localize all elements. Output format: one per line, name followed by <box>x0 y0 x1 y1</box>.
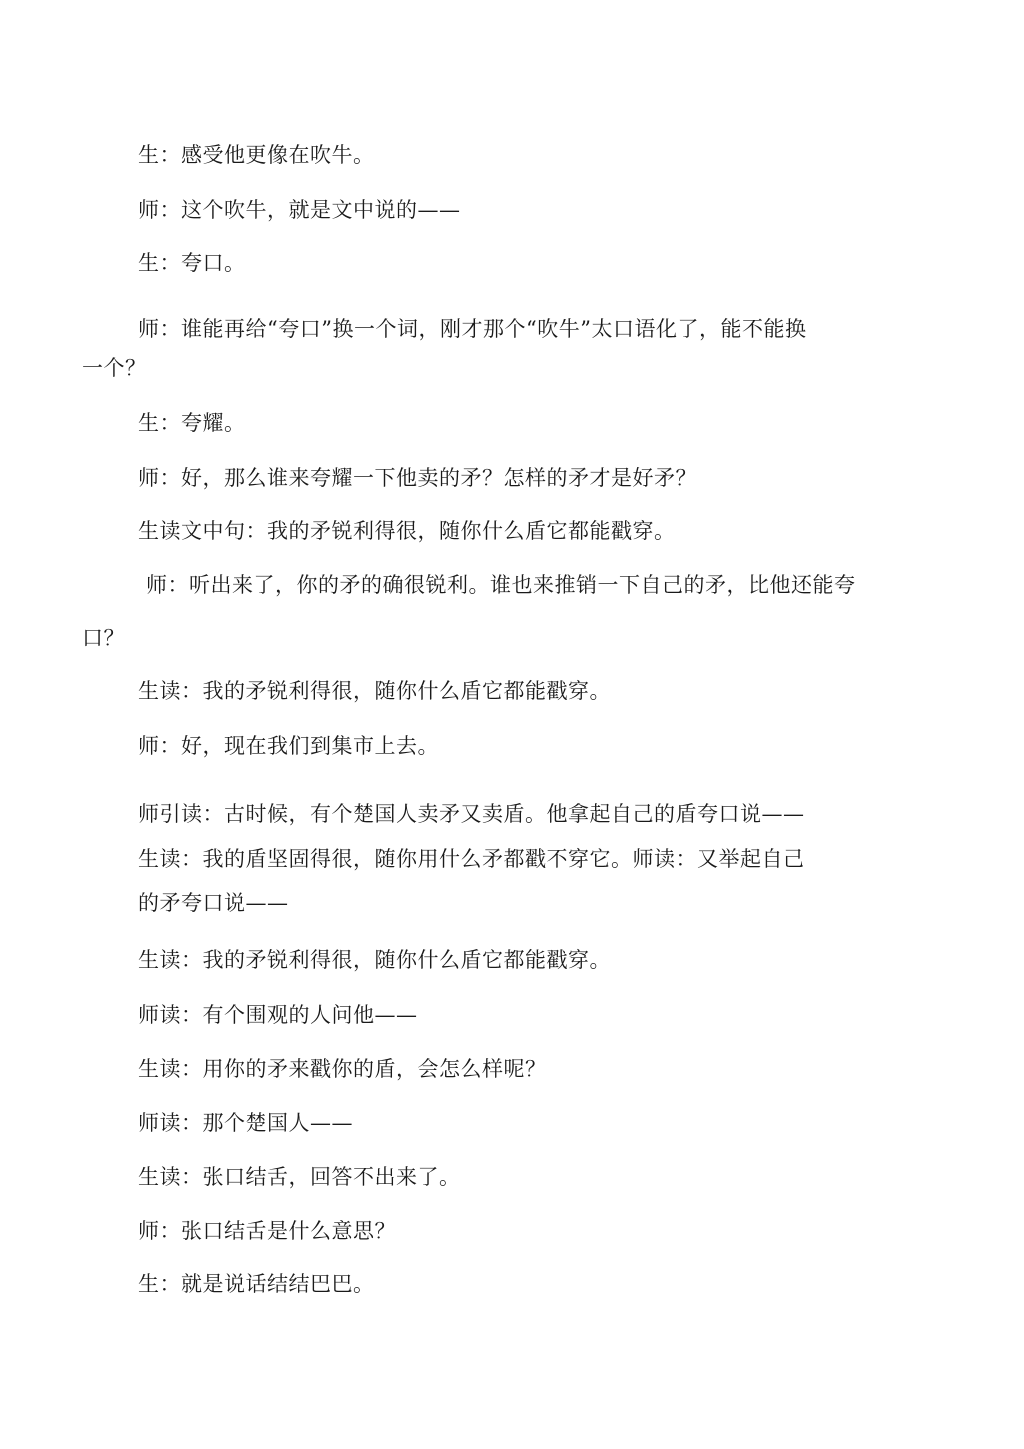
dialogue-line: 师读：那个楚国人—— <box>138 1111 353 1135</box>
dialogue-line: 生读：我的矛锐利得很，随你什么盾它都能戳穿。 <box>138 948 611 972</box>
dialogue-line: 师：听出来了，你的矛的确很锐利。谁也来推销一下自己的矛，比他还能夸 <box>146 573 856 597</box>
dialogue-line: 生读：用你的矛来戳你的盾，会怎么样呢？ <box>138 1057 547 1081</box>
dialogue-line: 师：好，那么谁来夸耀一下他卖的矛？怎样的矛才是好矛？ <box>138 466 697 490</box>
dialogue-line: 师：谁能再给“夸口”换一个词，刚才那个“吹牛”太口语化了，能不能换 <box>138 317 807 341</box>
dialogue-line: 师：好，现在我们到集市上去。 <box>138 734 439 758</box>
dialogue-line: 生读：张口结舌，回答不出来了。 <box>138 1165 461 1189</box>
dialogue-line-continuation: 的矛夸口说—— <box>138 891 289 915</box>
dialogue-line: 生：就是说话结结巴巴。 <box>138 1272 375 1296</box>
dialogue-line-continuation: 一个？ <box>82 356 147 380</box>
dialogue-line: 生：夸耀。 <box>138 411 246 435</box>
dialogue-line-continuation: 口？ <box>82 626 125 650</box>
dialogue-line: 师读：有个围观的人问他—— <box>138 1003 418 1027</box>
dialogue-line: 生读：我的盾坚固得很，随你用什么矛都戳不穿它。师读：又举起自己 <box>138 847 805 871</box>
dialogue-line: 生读文中句：我的矛锐利得很，随你什么盾它都能戳穿。 <box>138 519 676 543</box>
dialogue-line: 生读：我的矛锐利得很，随你什么盾它都能戳穿。 <box>138 679 611 703</box>
dialogue-line: 师引读：古时候，有个楚国人卖矛又卖盾。他拿起自己的盾夸口说—— <box>138 802 805 826</box>
dialogue-line: 师：张口结舌是什么意思？ <box>138 1219 396 1243</box>
dialogue-line: 师：这个吹牛，就是文中说的—— <box>138 198 461 222</box>
dialogue-line: 生：夸口。 <box>138 251 246 275</box>
dialogue-line: 生：感受他更像在吹牛。 <box>138 143 375 167</box>
